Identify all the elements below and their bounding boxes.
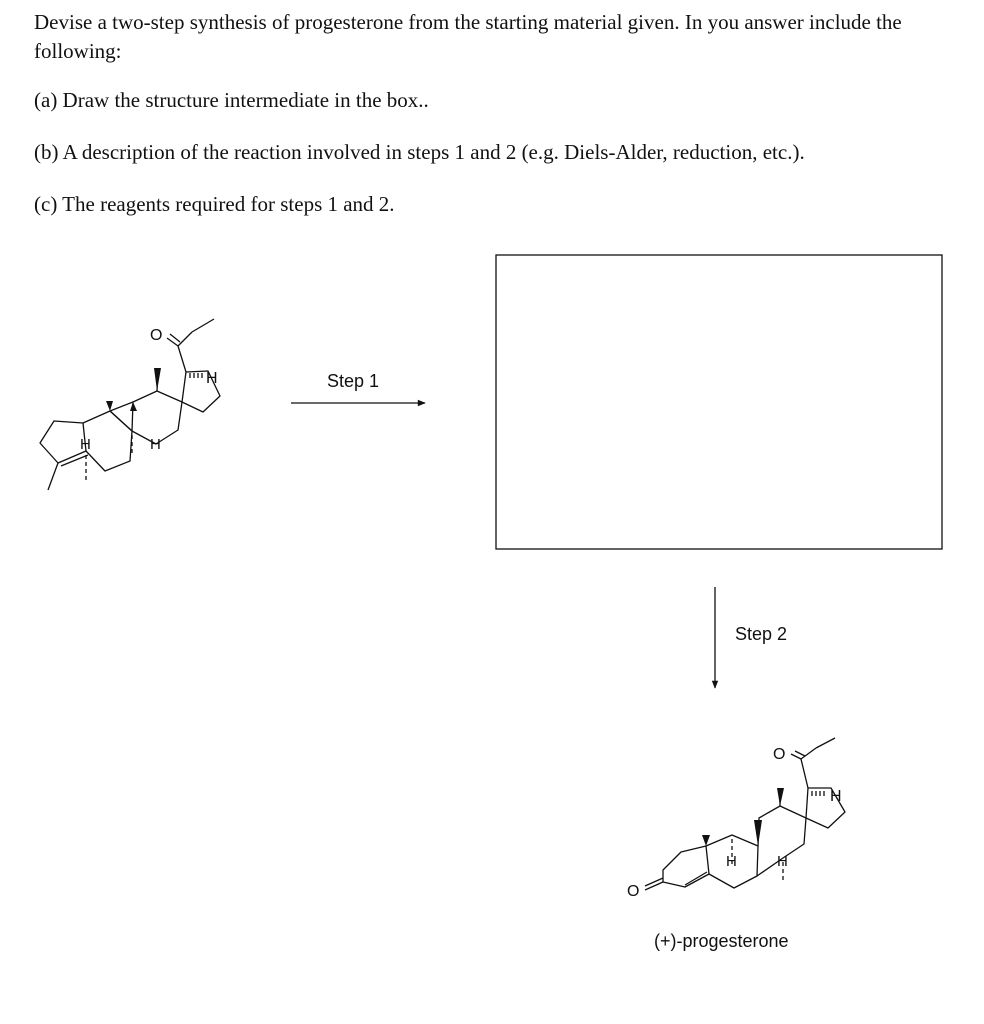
progesterone-wedges [702,788,784,846]
question-part-b: (b) A description of the reaction involved in steps 1 and 2 (e.g. Diels-Alder, reduction, etc.). [34,140,805,164]
starting-material-structure [40,319,220,490]
step2-label: Step 2 [735,624,788,644]
starting-material-hashes [86,373,202,480]
intermediate-answer-box[interactable] [496,255,942,549]
starting-material-h-atom: H [80,436,91,453]
product-name-label: (+)-progesterone [654,931,789,951]
starting-material-h-atom: H [150,436,161,453]
question-intro: Devise a two-step synthesis of progesterone from the starting material given. In you answer include the following: [34,10,902,63]
step1-label: Step 1 [327,371,380,391]
progesterone-structure [645,738,845,890]
progesterone-o-atom: O [627,883,640,900]
starting-material-wedges [106,368,161,411]
starting-material-o-atom: O [150,327,163,344]
progesterone-h-atom: H [726,853,737,870]
progesterone-h-atom: H [777,853,788,870]
progesterone-o-atom: O [773,746,786,763]
progesterone-h-atom: H [830,788,842,805]
question-part-c: (c) The reagents required for steps 1 and 2. [34,192,395,216]
starting-material-h-atom: H [206,370,218,387]
question-part-a: (a) Draw the structure intermediate in the box.. [34,88,429,112]
